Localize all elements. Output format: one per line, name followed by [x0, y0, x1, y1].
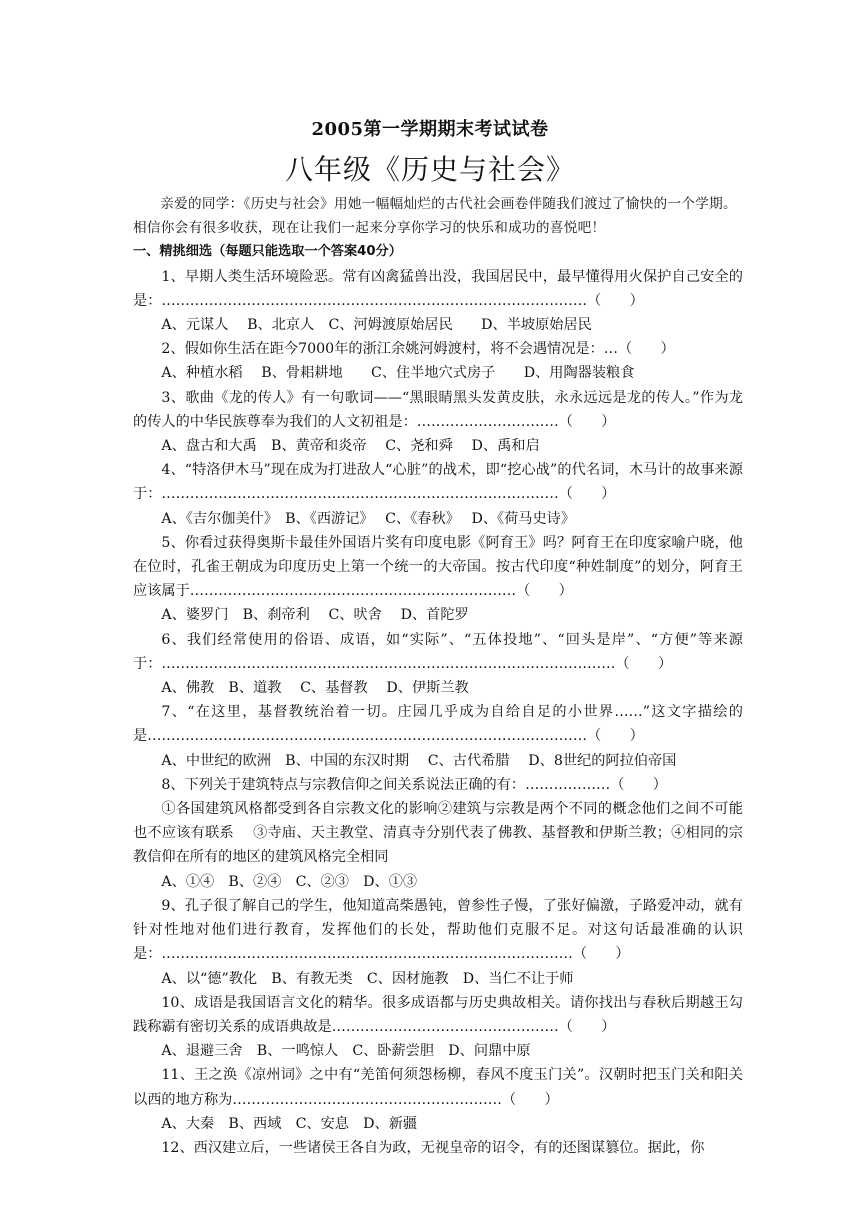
- question-options: A、种植水稻 B、骨耜耕地 C、住半地穴式房子 D、用陶器装粮食: [161, 365, 635, 382]
- question-stem: 3、歌曲《龙的传人》有一句歌词——“黑眼睛黑头发黄皮肤，永永远远是龙的传人。”作为龙的传人的中华民族尊奉为我们的人文初祖是：…………………………（ ）: [133, 389, 743, 430]
- section-heading: 一、精挑细选（每题只能选取一个答案40分）: [133, 244, 402, 260]
- question-stem: 2、假如你生活在距今7000年的浙江余姚河姆渡村，将不会遇情况是：…（ ）: [161, 341, 675, 358]
- exam-body: [133, 192, 743, 1160]
- question-stem: 6、我们经常使用的俗语、成语，如“实际”、“五体投地”、“回头是岸”、“方便”等来源于：……………………………………………………………………………………（ ）: [133, 631, 743, 672]
- question-stem: 5、你看过获得奥斯卡最佳外国语片奖有印度电影《阿育王》吗？阿育王在印度家喻户晓，他在位时，孔雀王朝成为印度历史上第一个统一的大帝国。按古代印度“种姓制度”的划分，阿育王应该属于……………………………………………………………（ ）: [133, 534, 743, 600]
- exam-subject-title: 八年级《历史与社会》: [284, 153, 575, 186]
- question-options: A、中世纪的欧洲 B、中国的东汉时期 C、古代希腊 D、8世纪的阿拉伯帝国: [161, 752, 677, 769]
- question-stem: 10、成语是我国语言文化的精华。很多成语都与历史典故相关。请你找出与春秋后期越王勾践称霸有密切关系的成语典故是…………………………………………（ ）: [133, 994, 743, 1035]
- question-stem: 8、下列关于建筑特点与宗教信仰之间关系说法正确的有：………………（ ）: [161, 776, 667, 793]
- question-stem: 11、王之涣《凉州词》之中有“羌笛何须怨杨柳，春风不度玉门关”。汉朝时把玉门关和阳关以西的地方称为…………………………………………………（ ）: [133, 1067, 743, 1108]
- question-stem: 4、“特洛伊木马”现在成为打进敌人“心脏”的战术，即“挖心战”的代名词，木马计的故事来源于：…………………………………………………………………………（ ）: [133, 462, 743, 503]
- question-options: A、佛教 B、道教 C、基督教 D、伊斯兰教: [161, 680, 469, 697]
- question-options: A、退避三舍 B、一鸣惊人 C、卧薪尝胆 D、问鼎中原: [161, 1043, 531, 1060]
- exam-title: 2005第一学期期末考试试卷: [311, 119, 549, 140]
- question-options: A、《吉尔伽美什》 B、《西游记》 C、《春秋》 D、《荷马史诗》: [161, 510, 576, 527]
- question-options: A、①④ B、②④ C、②③ D、①③: [161, 873, 418, 890]
- question-options: A、大秦 B、西域 C、安息 D、新疆: [161, 1115, 418, 1132]
- question-stem: 7、“在这里，基督教统治着一切。庄园几乎成为自给自足的小世界……”这文字描绘的是…………………………………………………………………………………（ ）: [133, 704, 743, 745]
- question-statements: ①各国建筑风格都受到各自宗教文化的影响②建筑与宗教是两个不同的概念他们之间不可能也不应该有联系 ③寺庙、天主教堂、清真寺分别代表了佛教、基督教和伊斯兰教；④相同的宗教信仰在所有的地区的建筑风格完全相同: [133, 801, 743, 866]
- intro-paragraph: 亲爱的同学：《历史与社会》用她一幅幅灿烂的古代社会画卷伴随我们渡过了愉快的一个学期。相信你会有很多收获，现在让我们一起来分享你学习的快乐和成功的喜悦吧！: [133, 196, 737, 237]
- question-options: A、盘古和大禹 B、黄帝和炎帝 C、尧和舜 D、禹和启: [161, 438, 540, 455]
- question-options: A、元谋人 B、北京人 C、河姆渡原始居民 D、半坡原始居民: [161, 317, 592, 334]
- question-stem: 12、西汉建立后，一些诸侯王各自为政，无视皇帝的诏令，有的还图谋篡位。据此，你: [161, 1139, 705, 1156]
- question-options: A、以“德”教化 B、有教无类 C、因材施教 D、当仁不让于师: [161, 970, 574, 987]
- question-stem: 9、孔子很了解自己的学生，他知道高柴愚钝，曾参性子慢，了张好偏激，子路爱冲动，就有针对性地对他们进行教育，发挥他们的长处，帮助他们克服不足。对这句话最准确的认识是：……………………………………………………………………………（ ）: [133, 897, 743, 963]
- question-stem: 1、早期人类生活环境险恶。常有凶禽猛兽出没，我国居民中，最早懂得用火保护自己安全的是：………………………………………………………………………………（ ）: [133, 268, 743, 309]
- question-options: A、婆罗门 B、刹帝利 C、吠舍 D、首陀罗: [161, 607, 469, 624]
